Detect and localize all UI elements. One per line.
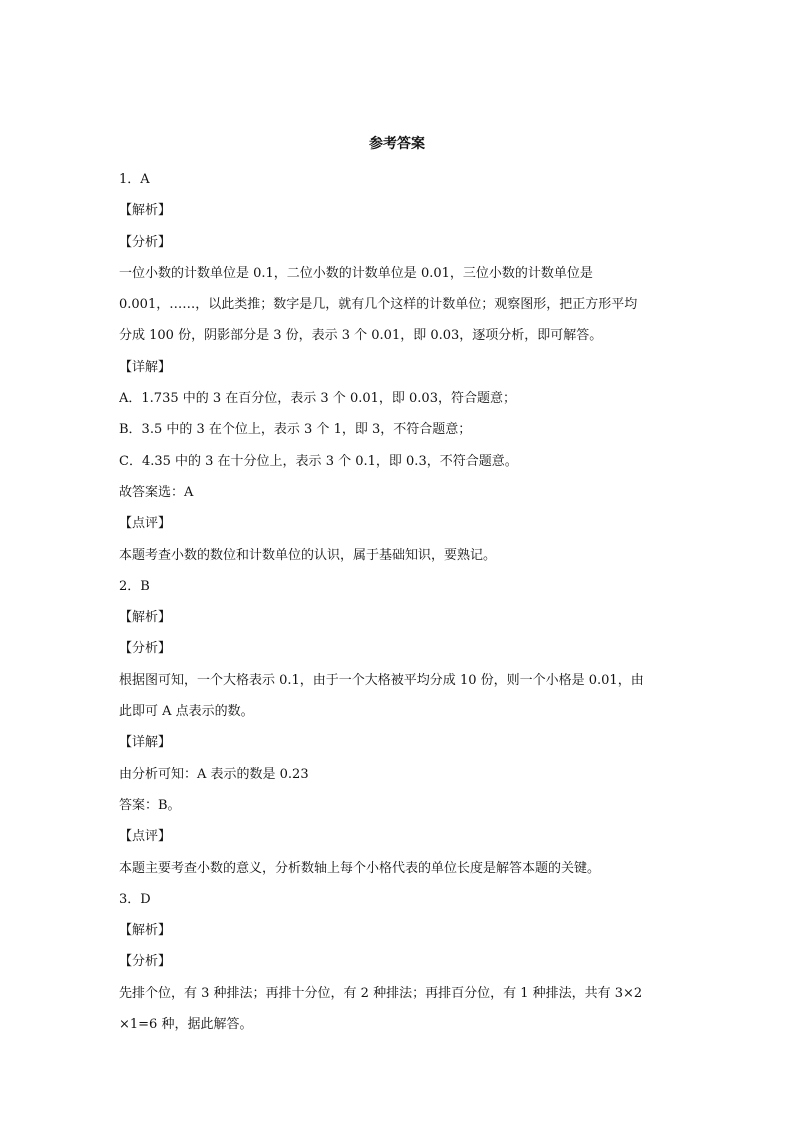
section-xiangjie: 【详解】 [119, 735, 172, 751]
paragraph-line: 本题主要考查小数的意义，分析数轴上每个小格代表的单位长度是解答本题的关键。 [119, 860, 601, 876]
paragraph-line: 由分析可知：A 表示的数是 0.23 [119, 766, 309, 782]
paragraph-line: 分成 100 份，阴影部分是 3 份，表示 3 个 0.01，即 0.03，逐项分析，即可解答。 [119, 328, 603, 344]
paragraph-line: 0.001，……，以此类推；数字是几，就有几个这样的计数单位；观察图形，把正方形平均 [119, 297, 638, 313]
section-dianping: 【点评】 [119, 829, 172, 845]
paragraph-line: 先排个位，有 3 种排法；再排十分位，有 2 种排法；再排百分位，有 1 种排法，共有 3×2 [119, 985, 643, 1001]
option-a-line: A．1.735 中的 3 在百分位，表示 3 个 0.01，即 0.03，符合题意； [119, 391, 516, 407]
paragraph-line: 一位小数的计数单位是 0.1，二位小数的计数单位是 0.01，三位小数的计数单位是 [119, 265, 593, 281]
section-jiexi: 【解析】 [119, 203, 172, 219]
option-c-line: C．4.35 中的 3 在十分位上，表示 3 个 0.1，即 0.3，不符合题意。 [119, 453, 518, 469]
page-title: 参考答案 [369, 136, 425, 152]
section-xiangjie: 【详解】 [119, 359, 172, 375]
answer-choice-line: 故答案选：A [119, 484, 194, 500]
answer-content [119, 164, 679, 1040]
section-fenxi: 【分析】 [119, 641, 172, 657]
section-jiexi: 【解析】 [119, 610, 172, 626]
section-dianping: 【点评】 [119, 516, 172, 532]
paragraph-line: 此即可 A 点表示的数。 [119, 704, 254, 720]
answer-choice-line: 答案：B。 [119, 797, 181, 813]
paragraph-line: 本题考查小数的数位和计数单位的认识，属于基础知识，要熟记。 [119, 547, 497, 563]
paragraph-line: ×1=6 种，据此解答。 [119, 1017, 253, 1033]
option-b-line: B．3.5 中的 3 在个位上，表示 3 个 1，即 3，不符合题意； [119, 422, 472, 438]
answer-1-heading: 1．A [119, 172, 150, 187]
section-jiexi: 【解析】 [119, 923, 172, 939]
answer-3-heading: 3．D [119, 891, 151, 907]
section-fenxi: 【分析】 [119, 954, 172, 970]
answer-2-heading: 2．B [119, 578, 150, 594]
section-fenxi: 【分析】 [119, 234, 172, 250]
paragraph-line: 根据图可知，一个大格表示 0.1，由于一个大格被平均分成 10 份，则一个小格是 0.01，由 [119, 672, 644, 688]
